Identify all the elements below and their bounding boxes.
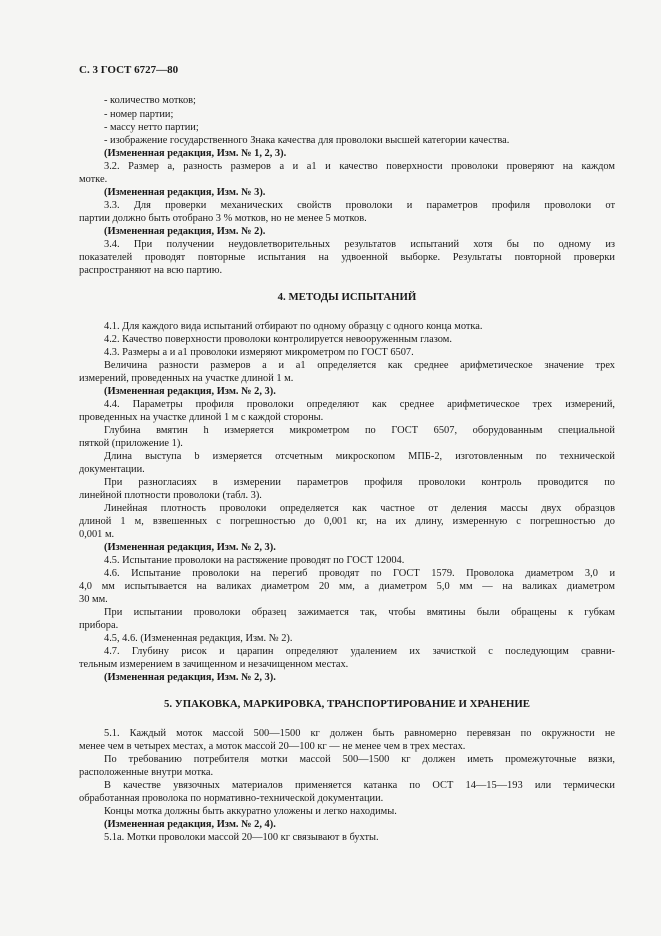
paragraph-line: обработанная проволока по нормативно-технической документации. [79, 793, 384, 804]
list-item: - количество мотков; [104, 95, 196, 106]
paragraph-line: Линейная плотность проволоки определяется как частное от деления массы двух образцов [104, 503, 615, 514]
amendment-note: (Измененная редакция, Изм. № 2). [104, 226, 266, 237]
page-header: С. 3 ГОСТ 6727—80 [79, 64, 179, 76]
paragraph-line: менее чем в четырех местах, а моток массой 20—100 кг — не менее чем в трех местах. [79, 741, 466, 752]
paragraph-line: По требованию потребителя мотки массой 500—1500 кг должен иметь промежуточные вязки, [104, 754, 615, 765]
paragraph-line: пяткой (приложение 1). [79, 438, 183, 449]
paragraph-line: 3.3. Для проверки механических свойств проволоки и параметров профиля проволоки от [104, 200, 615, 211]
paragraph-line: 3.4. При получении неудовлетворительных результатов испытаний хотя бы по одному из [104, 239, 615, 250]
list-item: - изображение государственного Знака качества для проволоки высшей категории качества. [104, 135, 510, 146]
paragraph-line: Длина выступа b измеряется отсчетным микроскопом МПБ-2, изготовленным по технической [104, 451, 615, 462]
amendment-note: (Измененная редакция, Изм. № 2, 3). [104, 542, 276, 553]
paragraph-line: расположенные внутри мотка. [79, 767, 214, 778]
paragraph-line: 4.3. Размеры a и a1 проволоки измеряют микрометром по ГОСТ 6507. [104, 347, 414, 358]
paragraph-line: При разногласиях в измерении параметров профиля проволоки контроль проводится по [104, 477, 615, 488]
paragraph-line: Концы мотка должны быть аккуратно уложены и легко находимы. [104, 806, 397, 817]
amendment-note: (Измененная редакция, Изм. № 2, 3). [104, 672, 276, 683]
paragraph-line: длиной 1 м, взвешенных с погрешностью до 0,001 кг, на их длину, измеренную с погрешностью до [79, 516, 615, 527]
paragraph-line: показателей проводят повторные испытания на удвоенной выборке. Результаты повторной проверки [79, 252, 615, 263]
paragraph-line: 4,0 мм испытывается на валиках диаметром 20 мм, а диаметром 5,0 мм — на валиках диаметром [79, 581, 615, 592]
paragraph-line: 4.2. Качество поверхности проволоки контролируется невооруженным глазом. [104, 334, 452, 345]
paragraph-line: распространяют на всю партию. [79, 265, 223, 276]
amendment-note: (Измененная редакция, Изм. № 3). [104, 187, 266, 198]
paragraph-line: 30 мм. [79, 594, 108, 605]
amendment-note: (Измененная редакция, Изм. № 2, 4). [104, 819, 276, 830]
paragraph-line: 4.5. Испытание проволоки на растяжение проводят по ГОСТ 12004. [104, 555, 405, 566]
paragraph-line: 4.1. Для каждого вида испытаний отбирают по одному образцу с одного конца мотка. [104, 321, 483, 332]
paragraph-line: линейной плотности проволоки (табл. 3). [79, 490, 262, 501]
paragraph-line: 5.1а. Мотки проволоки массой 20—100 кг связывают в бухты. [104, 832, 379, 843]
paragraph-line: 4.7. Глубину рисок и царапин определяют удалением их зачисткой с последующим сравни- [104, 646, 615, 657]
list-item: - массу нетто партии; [104, 122, 199, 133]
section-heading: 4. МЕТОДЫ ИСПЫТАНИЙ [277, 291, 417, 303]
paragraph-line: 4.4. Параметры профиля проволоки определяют как среднее арифметическое трех измерений, [104, 399, 615, 410]
amendment-note: (Измененная редакция, Изм. № 1, 2, 3). [104, 148, 287, 159]
paragraph-line: Глубина вмятин h измеряется микрометром по ГОСТ 6507, оборудованным специальной [104, 425, 615, 436]
paragraph-line: 5.1. Каждый моток массой 500—1500 кг должен быть равномерно перевязан по окружности не [104, 728, 615, 739]
amendment-note: (Измененная редакция, Изм. № 2, 3). [104, 386, 276, 397]
paragraph-line: партии должно быть отобрано 3 % мотков, но не менее 5 мотков. [79, 213, 367, 224]
paragraph-line: 0,001 м. [79, 529, 115, 540]
section-heading: 5. УПАКОВКА, МАРКИРОВКА, ТРАНСПОРТИРОВАНИЕ И ХРАНЕНИЕ [163, 698, 531, 710]
paragraph-line: 4.6. Испытание проволоки на перегиб проводят по ГОСТ 1579. Проволока диаметром 3,0 и [104, 568, 615, 579]
paragraph-line: Величина разности размеров a и a1 определяется как среднее арифметическое значение трех [104, 360, 615, 371]
paragraph-line: документации. [79, 464, 145, 475]
paragraph-line: тельным измерением в зачищенном и незачищенном местах. [79, 659, 349, 670]
paragraph-line: В качестве увязочных материалов применяется катанка по ОСТ 14—15—193 или термически [104, 780, 615, 791]
paragraph-line: проведенных на участке длиной 1 м с каждой стороны. [79, 412, 324, 423]
paragraph-line: прибора. [79, 620, 119, 631]
paragraph-line: При испытании проволоки образец зажимается так, чтобы вмятины были обращены к губкам [104, 607, 615, 618]
amendment-note: 4.5, 4.6. (Измененная редакция, Изм. № 2). [104, 633, 293, 644]
paragraph-line: мотке. [79, 174, 108, 185]
list-item: - номер партии; [104, 109, 174, 120]
paragraph-line: 3.2. Размер a, разность размеров a и a1 и качество поверхности проволоки проверяют на каждом [104, 161, 615, 172]
paragraph-line: измерений, проведенных на участке длиной 1 м. [79, 373, 294, 384]
